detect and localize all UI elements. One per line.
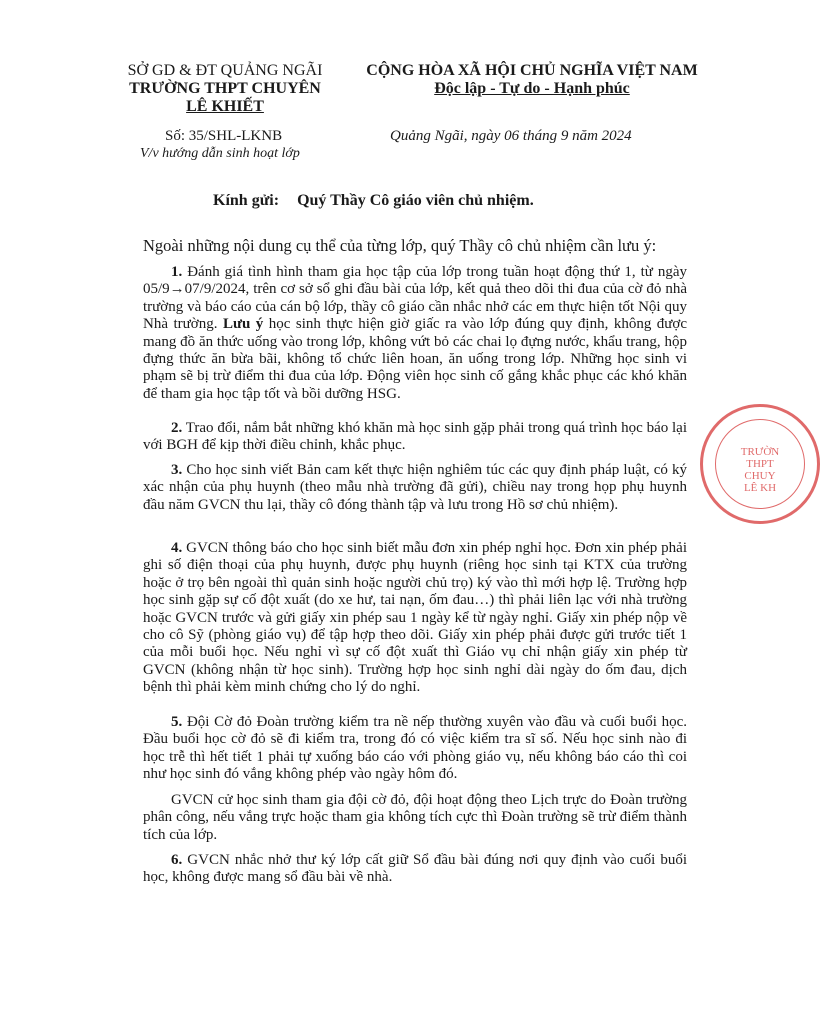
note-label: Lưu ý xyxy=(222,316,264,333)
item-text: Đội Cờ đỏ Đoàn trường kiểm tra nề nếp thường xuyên vào đầu và cuối buổi học. Đầu buổi học cờ đỏ sẽ đi kiểm tra, trong đó có việc kiểm tra sĩ số. Nếu học sinh nào đi học trễ thì hết tiết 1 phải tự xuống báo cáo với phòng giáo vụ, nếu không báo cáo thì coi như học sinh đó vắng không phép vào ngày hôm đó. xyxy=(143,714,687,783)
recipient-value: Quý Thầy Cô giáo viên chủ nhiệm. xyxy=(297,192,534,209)
item-3 xyxy=(143,462,687,514)
document-subject: V/v hướng dẫn sinh hoạt lớp xyxy=(140,146,300,161)
seal-text: CHUY xyxy=(744,470,776,482)
intro-paragraph: Ngoài những nội dung cụ thể của từng lớp, quý Thầy cô chủ nhiệm cần lưu ý: xyxy=(143,236,657,255)
seal-text: LÊ KH xyxy=(743,482,777,494)
item-number: 5. xyxy=(171,714,183,730)
school-seal-stamp xyxy=(700,404,820,524)
recipient-line xyxy=(213,192,548,210)
item-text-cont: học sinh thực hiện giờ giấc ra vào lớp đúng quy định, không được mang đồ ăn thức uống vào trong lớp, không vứt bỏ các chai lọ đựng nước, khẩu trang, hộp đựng thức ăn bừa bãi, không tổ chức liên hoan, ăn uống trong lớp. Những học sinh vi phạm sẽ bị trừ điểm thi đua của lớp. Động viên học sinh cố gắng khắc phục các khó khăn để tham gia học tập tốt và bồi dưỡng HSG. xyxy=(143,316,688,402)
document-date: Quảng Ngãi, ngày 06 tháng 9 năm 2024 xyxy=(390,128,632,144)
item-number: 3. xyxy=(171,462,183,478)
item-text: Trao đổi, nắm bắt những khó khăn mà học sinh gặp phải trong quá trình học báo lại với BGH để kịp thời điều chỉnh, khắc phục. xyxy=(143,420,688,454)
seal-text: THPT xyxy=(746,458,774,470)
item-number: 2. xyxy=(171,420,183,436)
item-2 xyxy=(143,420,687,455)
issuer-block xyxy=(100,62,350,116)
item-number: 1. xyxy=(171,264,183,280)
item-text: Cho học sinh viết Bản cam kết thực hiện nghiêm túc các quy định pháp luật, có ký xác nhận của phụ huynh (theo mẫu nhà trường đã gửi), chiều nay trong họp phụ huynh đầu năm GVCN thu lại, thầy cô đóng thành tập và lưu trong Hồ sơ chủ nhiệm). xyxy=(143,462,687,513)
school-name-line2: LÊ KHIẾT xyxy=(186,98,264,115)
item-text: GVCN thông báo cho học sinh biết mẫu đơn xin phép nghỉ học. Đơn xin phép phải ghi số điện thoại của phụ huynh, được phụ huynh (riêng học sinh tại KTX của trường hoặc ở trọ bên ngoài thì quản sinh hoặc người chủ trọ) ký vào thì mới hợp lệ. Trường hợp học sinh gặp sự cố đột xuất (do xe hư, tai nạn, ốm đau…) thì phải liên lạc với nhà trường hoặc GVCN trước và gửi giấy xin phép sau 1 ngày kể từ ngày nghỉ. Giấy xin phép nộp về cho cô Sỹ (phòng giáo vụ) để tập hợp theo dõi. Giấy xin phép phải được gửi trước tiết 1 của mỗi buổi học. Nếu nghỉ vì sự cố đột xuất thì Giáo vụ chỉ nhận giấy xin phép từ GVCN (không nhận từ học sinh). Trường hợp học sinh nghỉ dài ngày do ốm đau, dịch bệnh thì phải kèm minh chứng cho lý do nghỉ. xyxy=(143,540,688,696)
item-6 xyxy=(143,852,687,887)
item-text: Đánh giá tình hình tham gia học tập của lớp trong tuần hoạt động thứ 1, từ ngày 05/9→07/9/2024, trên cơ sở sổ ghi đầu bài của lớp, kết quả theo dõi thi đua của cờ đỏ nhà trường và báo cáo của cán bộ lớp, thầy cô giáo cần nhắc nhở các em thực hiện tốt Nội quy Nhà trường. xyxy=(143,264,687,333)
item-1 xyxy=(143,264,687,403)
seal-center xyxy=(715,419,805,509)
item-5-continued xyxy=(143,792,687,844)
national-header xyxy=(352,62,712,98)
document-number: Số: 35/SHL-LKNB xyxy=(165,128,283,144)
item-text: GVCN nhắc nhở thư ký lớp cất giữ Sổ đầu bài đúng nơi quy định vào cuối buổi học, không được mang sổ đầu bài về nhà. xyxy=(143,852,688,886)
school-name-line1: TRƯỜNG THPT CHUYÊN xyxy=(129,80,321,97)
motto: Độc lập - Tự do - Hạnh phúc xyxy=(434,80,630,97)
item-number: 4. xyxy=(171,540,183,556)
seal-text: TRƯỜN xyxy=(740,446,780,458)
item-4 xyxy=(143,540,687,697)
nation-title: CỘNG HÒA XÃ HỘI CHỦ NGHĨA VIỆT NAM xyxy=(366,62,698,79)
item-number: 6. xyxy=(171,852,183,868)
item-text: GVCN cử học sinh tham gia đội cờ đỏ, đội hoạt động theo Lịch trực do Đoàn trường phân công, nếu vắng trực hoặc tham gia không tích cực thì Đoàn trường sẽ trừ điểm thành tích của lớp. xyxy=(143,792,687,843)
department-name: SỞ GD & ĐT QUẢNG NGÃI xyxy=(127,62,323,79)
recipient-label: Kính gửi: xyxy=(213,192,280,209)
item-5 xyxy=(143,714,687,784)
